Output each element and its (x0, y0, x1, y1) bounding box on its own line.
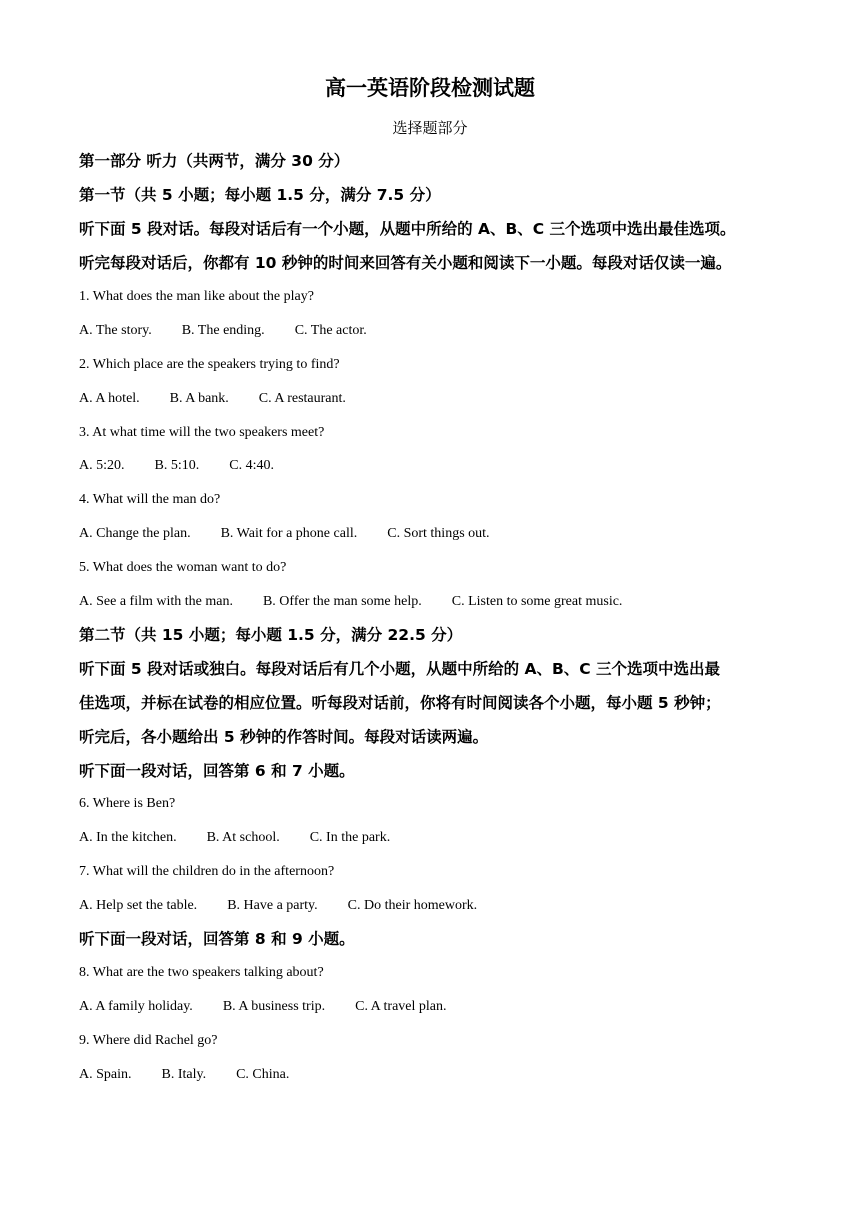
section2-heading: 第二节（共 15 小题；每小题 1.5 分，满分 22.5 分） (79, 626, 463, 644)
question-4: 4. What will the man do? (79, 492, 221, 507)
option-b: B. The ending. (181, 323, 265, 338)
question-8-options (79, 997, 447, 1017)
question-6-options (79, 828, 390, 848)
option-b: B. At school. (206, 830, 280, 845)
question-5-options (79, 592, 622, 612)
option-a: A. In the kitchen. (79, 830, 177, 845)
section1-instruction-line-1: 听下面 5 段对话。每段对话后有一个小题，从题中所给的 A、B、C 三个选项中选出最佳选项。 (79, 220, 736, 238)
question-3: 3. At what time will the two speakers meet? (79, 425, 325, 440)
dialogue-intro-8-9: 听下面一段对话，回答第 8 和 9 小题。 (79, 930, 355, 948)
option-c: C. Listen to some great music. (451, 594, 623, 609)
option-b: B. Wait for a phone call. (220, 526, 358, 541)
option-a: A. A hotel. (79, 391, 140, 406)
option-c: C. Do their homework. (347, 898, 478, 913)
page-subtitle: 选择题部分 (392, 119, 468, 137)
section2-instruction-line-2: 佳选项，并标在试卷的相应位置。听每段对话前，你将有时间阅读各个小题，每小题 5 秒钟； (79, 694, 721, 712)
question-1: 1. What does the man like about the play? (79, 289, 314, 304)
question-2: 2. Which place are the speakers trying to find? (79, 357, 340, 372)
option-a: A. The story. (79, 323, 152, 338)
question-8: 8. What are the two speakers talking about? (79, 965, 324, 980)
option-b: B. A bank. (169, 391, 229, 406)
option-c: C. The actor. (294, 323, 367, 338)
option-c: C. 4:40. (229, 458, 274, 473)
question-7: 7. What will the children do in the afternoon? (79, 864, 335, 879)
option-a: A. Spain. (79, 1067, 132, 1082)
option-c: C. Sort things out. (387, 526, 490, 541)
option-a: A. 5:20. (79, 458, 125, 473)
option-c: C. A travel plan. (355, 999, 447, 1014)
option-b: B. Have a party. (227, 898, 318, 913)
question-6: 6. Where is Ben? (79, 796, 176, 811)
section1-instruction-line-2: 听完每段对话后，你都有 10 秒钟的时间来回答有关小题和阅读下一小题。每段对话仅读一遍。 (79, 254, 732, 272)
question-3-options (79, 456, 274, 476)
section2-instruction-line-1: 听下面 5 段对话或独白。每段对话后有几个小题，从题中所给的 A、B、C 三个选项中选出最 (79, 660, 721, 678)
part1-heading: 第一部分 听力（共两节，满分 30 分） (79, 152, 350, 170)
dialogue-intro-6-7: 听下面一段对话，回答第 6 和 7 小题。 (79, 762, 355, 780)
option-b: B. Italy. (161, 1067, 207, 1082)
option-a: A. Help set the table. (79, 898, 198, 913)
question-1-options (79, 321, 367, 341)
option-b: B. A business trip. (222, 999, 326, 1014)
question-5: 5. What does the woman want to do? (79, 560, 287, 575)
question-2-options (79, 389, 346, 409)
option-a: A. Change the plan. (79, 526, 191, 541)
option-b: B. 5:10. (154, 458, 200, 473)
option-c: C. China. (236, 1067, 290, 1082)
option-a: A. See a film with the man. (79, 594, 233, 609)
option-c: C. A restaurant. (258, 391, 346, 406)
section2-instruction-line-3: 听完后，各小题给出 5 秒钟的作答时间。每段对话读两遍。 (79, 728, 489, 746)
option-a: A. A family holiday. (79, 999, 193, 1014)
page-title: 高一英语阶段检测试题 (325, 76, 535, 100)
option-c: C. In the park. (309, 830, 391, 845)
question-7-options (79, 896, 477, 916)
option-b: B. Offer the man some help. (262, 594, 422, 609)
section1-heading: 第一节（共 5 小题；每小题 1.5 分，满分 7.5 分） (79, 186, 441, 204)
question-9: 9. Where did Rachel go? (79, 1033, 218, 1048)
question-4-options (79, 524, 490, 544)
question-9-options (79, 1065, 289, 1085)
